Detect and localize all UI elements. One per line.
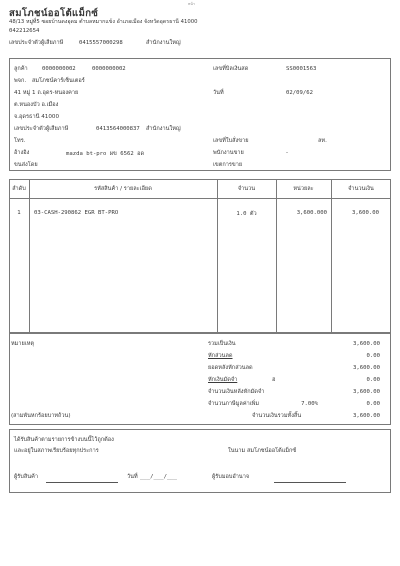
after-discount-label: ยอดหลังหักส่วนลด (208, 365, 253, 371)
doc-number: SS0001563 (286, 66, 317, 72)
row-1-quantity: 1.0 ตัว (236, 211, 257, 217)
vat-label: จำนวนภาษีมูลค่าเพิ่ม (208, 401, 260, 407)
company-tax-label: เลขประจำตัวผู้เสียภาษี (9, 40, 64, 46)
customer-tax-label: เลขประจำตัวผู้เสียภาษี (14, 126, 69, 132)
grand-total-label: จำนวนเงินรวมทั้งสิ้น (252, 413, 302, 419)
page-mark: หน้า (188, 2, 195, 6)
customer-name: สมโภชน์คาร์เซ็นเตอร์ (32, 78, 85, 84)
row-1-no: 1 (17, 210, 21, 216)
authorized-label: ผู้รับมอบอำนาจ (212, 474, 250, 480)
discount-label: หักส่วนลด (208, 353, 233, 359)
after-deposit-label: จำนวนเงินหลังหักมัดจำ (208, 389, 265, 395)
reference-label: อ้างอิง (14, 150, 30, 156)
col-divider-1 (29, 179, 30, 333)
customer-branch: สำนักงานใหญ่ (146, 126, 181, 132)
subtotal-value: 3,600.00 (353, 341, 380, 347)
receiver-signature-line (46, 482, 118, 483)
header-unit-price: หน่วยละ (293, 186, 314, 192)
after-discount-value: 3,600.00 (353, 365, 380, 371)
header-no: ลำดับ (12, 186, 26, 192)
items-table (9, 179, 391, 333)
customer-code-1: 0000000002 (42, 66, 76, 72)
po-suffix: ลท. (318, 138, 327, 144)
after-deposit-value: 3,600.00 (353, 389, 380, 395)
row-1-description: 03-CASH-290862 EGR BT-PRO (34, 210, 119, 216)
col-divider-3 (276, 179, 277, 333)
vat-rate: 7.00% (301, 401, 318, 407)
deposit-mark: ฮ (272, 377, 276, 383)
company-name: สมโภชน์ออโต้แม็กซ์ (9, 8, 99, 19)
subtotal-label: รวมเป็นเงิน (208, 341, 236, 347)
customer-address-3: จ.อุดรธานี 41000 (14, 114, 60, 120)
deposit-value: 0.00 (366, 377, 380, 383)
customer-code-label: ลูกค้า (14, 66, 28, 72)
shipping-label: ขนส่งโดย (14, 162, 38, 168)
header-amount: จำนวนเงิน (348, 186, 374, 192)
amount-in-words: (สามพันหกร้อยบาทถ้วน) (11, 413, 71, 419)
col-divider-4 (331, 179, 332, 333)
table-header-divider (9, 198, 391, 199)
deposit-label: หักเงินมัดจำ (208, 377, 238, 383)
authorized-signature-line (274, 482, 346, 483)
customer-name-label: พจก. (14, 78, 27, 84)
remarks-label: หมายเหตุ (11, 341, 35, 347)
vat-value: 0.00 (366, 401, 380, 407)
received-note-1: ได้รับสินค้าตามรายการข้างบนนี้ไว้ถูกต้อง (14, 437, 114, 443)
grand-total-value: 3,600.00 (353, 413, 380, 419)
customer-code-2: 0000000002 (92, 66, 126, 72)
po-number-label: เลขที่ใบสั่งขาย (213, 138, 249, 144)
company-phone: 042212654 (9, 28, 40, 34)
header-description: รหัสสินค้า / รายละเอียด (94, 186, 152, 192)
receive-date-blank: ___/___/___ (140, 474, 178, 480)
doc-date: 02/09/62 (286, 90, 313, 96)
customer-address-2: ต.หนองบัว อ.เมือง (14, 102, 59, 108)
discount-value: 0.00 (366, 353, 380, 359)
doc-date-label: วันที่ (213, 90, 224, 96)
customer-address-1: 41 หมู่ 1 ถ.อุดร-หนองคาย (14, 90, 79, 96)
on-behalf-of: ในนาม สมโภชน์ออโต้แม็กซ์ (228, 448, 297, 454)
row-1-unit-price: 3,600.000 (296, 210, 327, 216)
sales-area-label: เขตการขาย (213, 162, 243, 168)
reference-value: mazda bt-pro ผข 6562 อด (66, 151, 145, 157)
row-1-amount: 3,600.00 (352, 210, 379, 216)
company-branch: สำนักงานใหญ่ (146, 40, 181, 46)
col-divider-2 (217, 179, 218, 333)
customer-tax-id: 0413564000837 (96, 126, 140, 132)
company-tax-id: 0415557000298 (79, 40, 123, 46)
header-quantity: จำนวน (237, 186, 256, 192)
company-address: 48/13 หมู่ที่5 ซอยบ้านดงอุดม ตำบลหมากแข้ง อำเภอเมือง จังหวัดอุดรธานี 41000 (9, 19, 198, 25)
doc-number-label: เลขที่บิลเงินสด (213, 66, 249, 72)
receiver-label: ผู้รับสินค้า (14, 474, 38, 480)
customer-phone-label: โทร. (14, 138, 26, 144)
received-note-2: และอยู่ในสภาพเรียบร้อยทุกประการ (14, 448, 99, 454)
receive-date-label: วันที่ (127, 474, 138, 480)
salesperson-label: พนักงานขาย (213, 150, 244, 156)
salesperson-value: - (286, 150, 289, 156)
